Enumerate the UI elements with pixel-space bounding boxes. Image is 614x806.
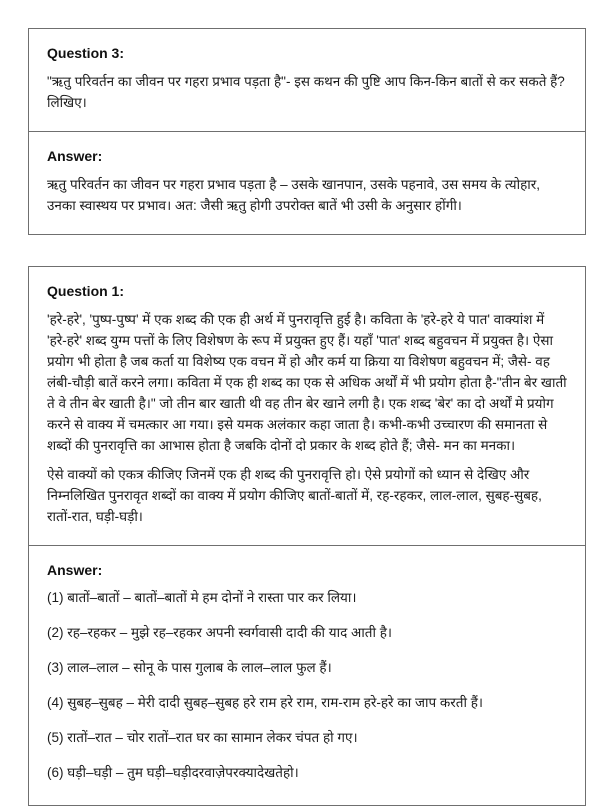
answer1-item-3: (3) लाल–लाल – सोनू के पास गुलाब के लाल–लाल फुल हैं। [47, 660, 332, 675]
question3-section [29, 29, 585, 132]
question1-paragraph-1: 'हरे-हरे', 'पुष्प-पुष्प' में एक शब्द की एक ही अर्थ में पुनरावृत्ति हुई है। कविता के 'हरे-हरे ये पात' वाक्यांश में 'हरे-हरे' शब्द युग्म पत्तों के लिए विशेषण के रूप में प्रयुक्त हुए हैं। यहाँ 'पात' शब्द बहुवचन में प्रयुक्त है। ऐसा प्रयोग भी होता है जब कर्ता या विशेष्य एक वचन में हो और कर्म या क्रिया या विशेषण बहुवचन में; जैसे- वह लंबी-चौड़ी बातें करने लगा। कविता में एक ही शब्द का एक से अधिक अर्थों में भी प्रयोग होता है-"तीन बेर खाती ते वे तीन बेर खाती है।" जो तीन बार खाती थी वह तीन बेर खाने लगी है। एक शब्द 'बेर' का दो अर्थों मे प्रयोग करने से वाक्य में चमत्कार आ गया। इसे यमक अलंकार कहा जाता है। कभी-कभी उच्चारण की समानता से शब्दों की पुनरावृत्ति का आभास होता है जबकि दोनों दो प्रकार के शब्द होते हैं; जैसे- मन का मनका। [47, 312, 567, 453]
question1-section [29, 267, 585, 546]
answer3-text: ऋतु परिवर्तन का जीवन पर गहरा प्रभाव पड़ता है – उसके खानपान, उसके पहनावे, उस समय के त्योहार, उनका स्वास्थय पर प्रभाव। अत: जैसी ऋतु होगी उपरोक्त बातें भी उसी के अनुसार होंगी। [47, 177, 541, 213]
answer3-label: Answer: [47, 148, 103, 164]
question3-label: Question 3: [47, 45, 125, 61]
answer1-item-2: (2) रह–रहकर – मुझे रह–रहकर अपनी स्वर्गवासी दादी की याद आती है। [47, 625, 393, 640]
answer1-item-6: (6) घड़ी–घड़ी – तुम घड़ी–घड़ीदरवाज़ेपरक्यादेखतेहो। [47, 765, 299, 780]
question1-label: Question 1: [47, 283, 125, 299]
question1-paragraph-2: ऐसे वाक्यों को एकत्र कीजिए जिनमें एक ही शब्द की पुनरावृत्ति हो। ऐसे प्रयोगों को ध्यान से देखिए और निम्नलिखित पुनरावृत शब्दों का वाक्य में प्रयोग कीजिए बातों-बातों में, रह-रहकर, लाल-लाल, सुबह-सुबह, रातों-रात, घड़ी-घड़ी। [47, 467, 542, 524]
answer3-section [29, 132, 585, 234]
answer1-item-5: (5) रातों–रात – चोर रातों–रात घर का सामान लेकर चंपत हो गए। [47, 730, 358, 745]
qa-card-question1 [28, 266, 586, 806]
question3-text: "ऋतु परिवर्तन का जीवन पर गहरा प्रभाव पड़ता है"- इस कथन की पुष्टि आप किन-किन बातों से कर सकते हैं? लिखिए। [47, 74, 565, 110]
answer1-section [29, 546, 585, 805]
answer1-label: Answer: [47, 562, 103, 578]
answer1-item-4: (4) सुबह–सुबह – मेरी दादी सुबह–सुबह हरे राम हरे राम, राम-राम हरे-हरे का जाप करती हैं। [47, 695, 483, 710]
qa-card-question3 [28, 28, 586, 235]
answer1-item-1: (1) बातों–बातों – बातों–बातों मे हम दोनों ने रास्ता पार कर लिया। [47, 590, 357, 605]
